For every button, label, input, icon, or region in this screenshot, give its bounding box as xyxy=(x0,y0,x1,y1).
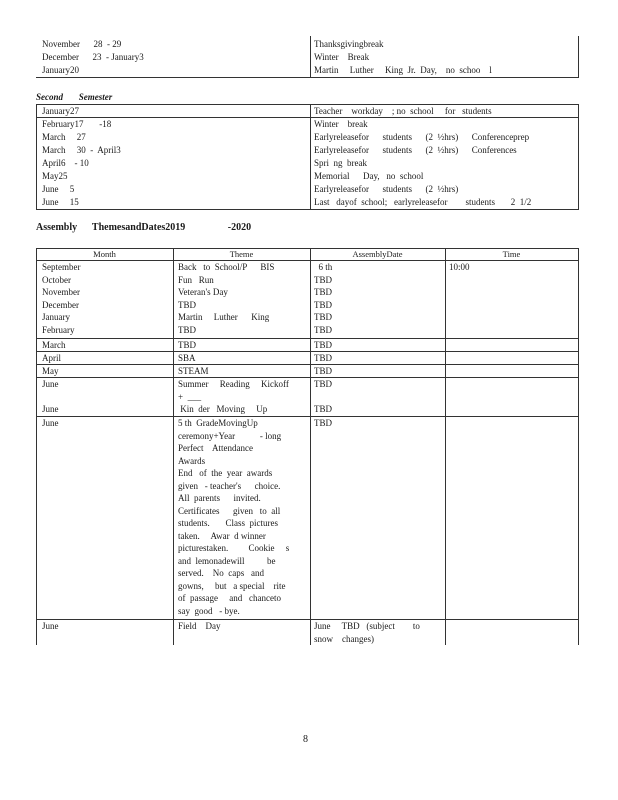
assembly-title: Assembly ThemesandDates2019 -2020 xyxy=(36,222,252,233)
assembly-row-divider xyxy=(36,619,578,620)
assembly-header-divider xyxy=(36,260,578,261)
semester-event-7: Last dayof school; earlyreleasefor students 2 1/2 xyxy=(314,197,532,207)
assembly-theme-4: Summer Reading Kickoff + ___ Kin der Moving Up xyxy=(178,379,289,414)
semester-event-5: Memorial Day, no school xyxy=(314,171,424,181)
assembly-month-4: June June xyxy=(42,379,59,414)
assembly-col-divider-2 xyxy=(310,248,311,645)
assembly-month-5: June xyxy=(42,418,59,428)
semester-date-2: March 27 xyxy=(42,132,86,142)
assembly-theme-3: STEAM xyxy=(178,366,209,376)
top-event-1: Winter Break xyxy=(314,52,370,62)
assembly-header-time: Time xyxy=(502,249,521,259)
semester-date-3: March 30 - April3 xyxy=(42,145,121,155)
assembly-date-2: TBD xyxy=(314,353,332,363)
assembly-month-2: April xyxy=(42,353,61,363)
semester-event-4: Spri ng break xyxy=(314,158,367,168)
semester-table-right-border xyxy=(578,104,579,210)
assembly-theme-1: TBD xyxy=(178,340,196,350)
assembly-row-divider xyxy=(36,377,578,378)
top-event-0: Thanksgivingbreak xyxy=(314,39,384,49)
assembly-month-1: March xyxy=(42,340,66,350)
semester-date-7: June 15 xyxy=(42,197,79,207)
semester-event-0: Teacher workday ; no school for students xyxy=(314,106,492,116)
semester-table-bottom-border xyxy=(36,209,578,210)
assembly-time-0: 10:00 xyxy=(449,262,470,272)
assembly-col-divider-3 xyxy=(445,248,446,645)
assembly-date-5: TBD xyxy=(314,418,332,428)
assembly-table-left-border xyxy=(36,248,37,645)
semester-table-divider xyxy=(310,104,311,210)
semester-date-0: January27 xyxy=(42,106,79,116)
semester-event-6: Earlyreleasefor students (2 ½hrs) xyxy=(314,184,459,194)
assembly-date-1: TBD xyxy=(314,340,332,350)
semester-row-divider xyxy=(36,117,578,118)
assembly-theme-6: Field Day xyxy=(178,621,221,631)
assembly-row-divider xyxy=(36,364,578,365)
page-number: 8 xyxy=(303,734,308,745)
assembly-month-0: September October November December January February xyxy=(42,262,81,335)
assembly-row-divider xyxy=(36,338,578,339)
assembly-row-divider xyxy=(36,416,578,417)
assembly-month-3: May xyxy=(42,366,59,376)
semester-date-1: February17 -18 xyxy=(42,119,112,129)
assembly-date-0: 6 th TBD TBD TBD TBD TBD xyxy=(314,262,333,335)
second-semester-title: Second Semester xyxy=(36,92,113,102)
semester-event-3: Earlyreleasefor students (2 ½hrs) Conferences xyxy=(314,145,517,155)
assembly-theme-0: Back to School/P BIS Fun Run Veteran's Day TBD Martin Luther King TBD xyxy=(178,262,275,335)
semester-date-4: April6 - 10 xyxy=(42,158,89,168)
top-event-2: Martin Luther King Jr. Day, no schoo l xyxy=(314,65,492,75)
top-date-2: January20 xyxy=(42,65,79,75)
assembly-header-theme: Theme xyxy=(229,249,254,259)
semester-date-5: May25 xyxy=(42,171,68,181)
semester-date-6: June 5 xyxy=(42,184,75,194)
top-table-right-border xyxy=(578,36,579,78)
top-date-0: November 28 - 29 xyxy=(42,39,122,49)
assembly-date-3: TBD xyxy=(314,366,332,376)
assembly-theme-5: 5 th GradeMovingUp ceremony+Year - long Perfect Attendance Awards End of the year awards given - teacher's choice. All parents invited. Certificates given to all students. Class pictures taken. Awar d winner picturestaken. Cookie s and lemonadewill be served. No caps and gowns, but a special rite of passage and chanceto say good - bye. xyxy=(178,418,290,616)
assembly-date-6: June TBD (subject to snow changes) xyxy=(314,621,420,644)
assembly-header-month: Month xyxy=(93,249,116,259)
semester-event-2: Earlyreleasefor students (2 ½hrs) Conferenceprep xyxy=(314,132,530,142)
semester-event-1: Winter break xyxy=(314,119,368,129)
assembly-month-6: June xyxy=(42,621,59,631)
semester-table-left-border xyxy=(36,104,37,210)
assembly-row-divider xyxy=(36,351,578,352)
assembly-col-divider-1 xyxy=(173,248,174,645)
top-table-bottom-border xyxy=(36,77,578,78)
assembly-header-date: AssemblyDate xyxy=(352,249,403,259)
assembly-date-4: TBD TBD xyxy=(314,379,332,414)
top-date-1: December 23 - January3 xyxy=(42,52,144,62)
semester-table-top-border xyxy=(36,104,578,105)
assembly-theme-2: SBA xyxy=(178,353,196,363)
top-table-divider xyxy=(310,36,311,78)
assembly-table-right-border xyxy=(578,248,579,645)
